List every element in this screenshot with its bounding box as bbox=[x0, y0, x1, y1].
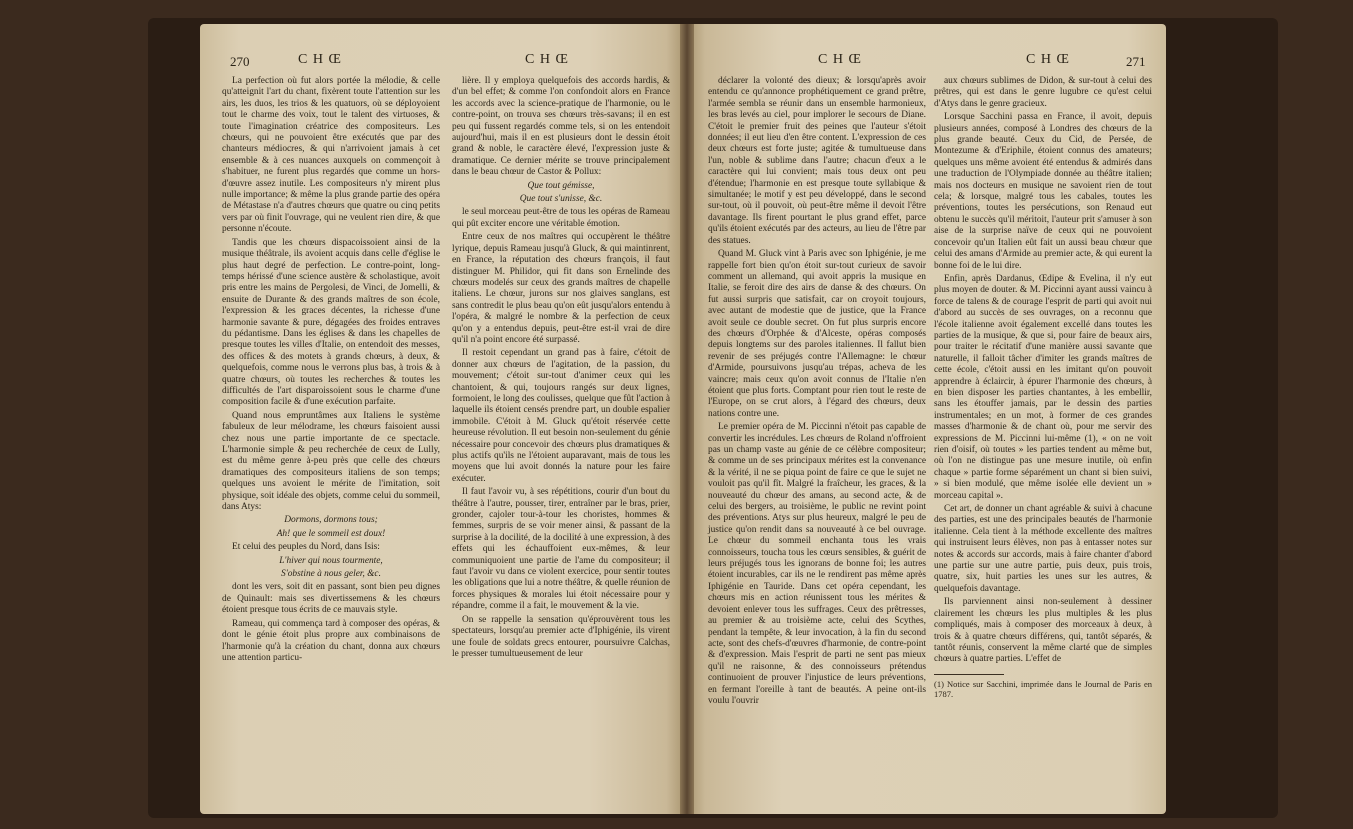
paragraph: Le premier opéra de M. Piccinni n'étoit pas capable de convertir les incrédules. Les chœurs de Roland n'offroient pas un champ vaste au génie de ce célèbre compositeur; & comme un de ses principaux mérites est la convenance & la vérité, il ne se piqua point de faire ce que le sujet ne vouloit pas qu'il fît. Malgré la fraîcheur, les graces, & la nouveauté du chœur des amans, au second acte, & de celui des bergers, au troisième, le public ne revint point des préventions. Atys sur plus heureux, malgré le peu de justice qu'on rendit dans sa nouveauté à ce bel ouvrage. Le chœur du sommeil enchanta tous les vrais connoisseurs, toucha tous les cœurs sensibles, & guérit de leurs préjugés tous les ignorans de bonne foi; les autres étoient incurables, car ils ne le rendirent pas même après Iphigénie en Tauride. Dans cet opéra cependant, les chœurs mis en action réunissent tous les mérites & devoient enlever tous les suffrages. Ceux des prêtresses, au premier & au troisième acte, celui des Scythes, pendant la tempête, & leur invocation, à la fin du second acte, sont des chefs-d'œuvres d'harmonie, de contre-point & d'expression. Mais l'esprit de parti ne sent pas mieux qu'il ne raisonne, & des connoisseurs prétendus continuoient de prouver l'injustice de leurs préventions, en fermant l'oreille à tant de beautés. A peine ont-ils voulu l'ouvrir bbox=[708, 422, 926, 706]
paragraph: le seul morceau peut-être de tous les opéras de Rameau qui pût exciter encore une véritable émotion. bbox=[452, 207, 670, 229]
verse-line: Que tout gémisse, bbox=[527, 180, 595, 191]
left-running-head-b: C H Œ bbox=[525, 52, 569, 67]
paragraph: Il faut l'avoir vu, à ses répétitions, courir d'un bout du théâtre à l'autre, pousser, tirer, entraîner par le bras, prier, gronder, cajoler tour-à-tour les choristes, hommes & femmes, surpris de se voir mener ainsi, & passant de la surprise à la docilité, de la docilité à une expression, à des effets qui les échauffoient eux-mêmes, & leur communiquoient une partie de l'ame du compositeur; il faut l'avoir vu dans ce violent exercice, pour sentir toutes les obligations que lui a notre théâtre, & quelle réunion de forces physiques & morales lui étoit nécessaire pour y répandre, comme il a fait, le mouvement & la vie. bbox=[452, 487, 670, 612]
paragraph: Il restoit cependant un grand pas à faire, c'étoit de donner aux chœurs de l'agitation, de la passion, du mouvement; c'étoit sur-tout d'animer ceux qui les chantoient, & qui, toujours rangés sur deux lignes, formoient, le long des coulisses, quelque que fût l'action à laquelle ils étoient censés prendre part, un double espalier immobile. C'étoit à M. Gluck qu'étoit réservée cette heureuse révolution. Il eut besoin non-seulement du génie nécessaire pour concevoir des chœurs plus dramatiques & plus actifs qu'ils ne l'étoient auparavant, mais de tous les moyens que lui avoit donnés la nature pour les faire exécuter. bbox=[452, 348, 670, 484]
paragraph: Rameau, qui commença tard à composer des opéras, & dont le génie étoit plus propre aux combinaisons de l'harmonie qu'à la création du chant, donna aux chœurs une attention particu- bbox=[222, 618, 440, 663]
paragraph: Et celui des peuples du Nord, dans Isis: bbox=[232, 542, 380, 553]
right-running-head-a: C H Œ bbox=[818, 52, 862, 67]
paragraph: déclarer la volonté des dieux; & lorsqu'après avoir entendu ce qu'annonce prophétiquement ce grand prêtre, l'armée sembla se réunir dans un ensemble harmonieux, les bras levés au ciel, pour implorer le secours de Diane. C'étoit le premier fruit des peines que l'auteur s'étoit données; il eut lieu d'en être content. L'expression de ces deux chœurs est forte juste; agitée & tumultueuse dans l'un, noble & sublime dans l'autre; chacun d'eux a le caractère qui lui convient; mais tous deux ont peu d'étendue; l'harmonie en est presque toute syllabique & simultanée; le motif y est peu développé, dans le second sur-tout, où il pouvoit, où peut-être même il devoit l'être davantage. Ils firent pourtant le plus grand effet, parce qu'ils étoient exécutés par des acteurs, au lieu de l'être par des statues. bbox=[708, 76, 926, 246]
paragraph: dont les vers, soit dit en passant, sont bien peu dignes de Quinault: mais ses divertissemens & les chœurs étoient presque tous écrits de ce mauvais style. bbox=[222, 582, 440, 616]
left-column-1 bbox=[222, 76, 440, 666]
paragraph: lière. Il y employa quelquefois des accords hardis, & d'un bel effet; & comme l'on confondoit alors en France les accords avec la science-pratique de l'harmonie, ou le contre-point, on trouva ses chœurs très-savans; il en est peu qui fussent regardés comme tels, si on les entendoit aujourd'hui, mais il en est plusieurs dont le dessin étoit grand & noble, le caractère élevé, l'expression juste & dramatique. Ce dernier mérite se trouve principalement dans le beau chœur de Castor & Pollux: bbox=[452, 76, 670, 178]
verse-line: Dormons, dormons tous; bbox=[284, 515, 378, 526]
left-column-2 bbox=[452, 76, 670, 662]
paragraph: Cet art, de donner un chant agréable & suivi à chacune des parties, est une des principales beautés de l'harmonie italienne. Cela tient à la méthode excellente des maîtres qui instruisent leurs élèves, non pas à entasser notes sur notes & accords sur accords, mais à faire chanter d'abord une partie sur une autre partie, puis deux, puis trois, quatre, six, huit parties les unes sur les autres, & quelquefois davantage. bbox=[934, 504, 1152, 594]
paragraph: Quand M. Gluck vint à Paris avec son Iphigénie, je me rappelle fort bien qu'on étoit sur-tout curieux de savoir comment un allemand, qui avoit appris la musique en Italie, se feroit dire des airs de danse & des chœurs. On fut aussi surpris que satisfait, car on croyoit toujours, avec autant de modestie que de justice, que la France avoit seule ce double secret. On fut plus surpris encore des chœurs d'Orphée & d'Alceste, opéras composés depuis longtems sur des paroles italiennes. Il fallut bien revenir de ses préjugés contre l'Allemagne: le chœur d'Armide, poursuivons jusqu'au trépas, acheva de les vaincre; mais ceux qu'on avoit connus de l'Italie n'en étoient que plus forts. Comptant pour rien tout le reste de l'Europe, on se crut alors, à l'égard des chœurs, deux nations contre une. bbox=[708, 249, 926, 419]
left-page bbox=[200, 24, 686, 814]
paragraph: La perfection où fut alors portée la mélodie, & celle qu'atteignit l'art du chant, fixèrent toute l'attention sur les airs, les duos, les trios & les quatuors, où se déployoient tout le charme des voix, tout le talent des virtuoses, & toute l'imagination créatrice des compositeurs. Les chœurs, qui ne pouvoient être exécutés que par des chanteurs médiocres, & qui n'arrivoient jamais à cet ensemble & à ces nuances auxquels on commençoit à s'habituer, ne furent plus regardés que comme un hors-d'œuvre assez inutile. Les compositeurs n'y mirent plus nulle importance; & même la plus grande partie des opéra de Métastase n'a d'autres chœurs que quatre ou cinq petits vers par où finit l'ouvrage, qui ne veulent rien dire, & que personne n'écoute. bbox=[222, 76, 440, 235]
paragraph: On se rappelle la sensation qu'éprouvèrent tous les spectateurs, lorsqu'au premier acte d'Iphigénie, ils virent une foule de soldats grecs entourer, poursuivre Calchas, le presser tumultueusement de leur bbox=[452, 614, 670, 659]
right-page-number: 271 bbox=[1126, 54, 1146, 69]
paragraph: Enfin, après Dardanus, Œdipe & Evelina, il n'y eut plus moyen de douter. & M. Piccinni ayant aussi vaincu à force de talens & de courage l'esprit de parti qui avoit nui d'abord au succès de ses ouvrages, on a reconnu que l'école italienne avoit également excellé dans toutes les parties de la musique, & que si, pour faire de beaux airs, pour traiter le récitatif d'une manière aussi savante que naturelle, il falloit tâcher d'imiter les grands maîtres de cette école, c'étoit aussi en les imitant qu'on pouvoit apprendre à éclaircir, à épurer l'harmonie des chœurs, à en bien disposer les parties chantantes, à les embellir, sans les étouffer jamais, par le dessin des parties instrumentales; en un mot, à former de ces grandes masses d'harmonie & de chant où, pour me servir des expressions de M. Piccinni lui-même (1), « on ne voit rien d'oisif, où toutes » les parties tendent au même but, où l'on ne distingue pas une mesure inutile, où enfin chaque » partie forme séparément un chant si bien suivi, » si bien modulé, que même isolée elle devient un » morceau capital ». bbox=[934, 273, 1152, 501]
footnote: (1) Notice sur Sacchini, imprimée dans le Journal de Paris en 1787. bbox=[934, 678, 1152, 699]
paragraph: Quand nous empruntâmes aux Italiens le système fabuleux de leur mélodrame, les chœurs faisoient aussi chez nous une partie importante de ce spectacle. L'harmonie simple & peu recherchée de ceux de Lully, est du même genre à-peu près que celle des chœurs dramatiques des compositeurs italiens de son temps; quelques uns avoient le mérite de l'imitation, soit physique, soit idéale des objets, comme celui du sommeil, dans Atys: bbox=[222, 410, 440, 513]
verse-line: Que tout s'unisse, &c. bbox=[519, 194, 603, 205]
right-page bbox=[686, 24, 1166, 814]
paragraph: Entre ceux de nos maîtres qui occupèrent le théâtre lyrique, depuis Rameau jusqu'à Gluck, & qui maintinrent, en France, la réputation des chœurs françois, il faut distinguer M. Philidor, qui fit dans son Ernelinde des chœurs modelés sur ceux des grands maîtres de chapelle italiens. Le chœur, jurons sur nos glaives sanglans, est sans contredit le plus beau qu'on eût jusqu'alors entendu à l'opéra, & malgré le nombre & la perfection de ceux qu'on y a entendus depuis, peut-être est-il vrai de dire qu'il n'a point encore été surpassé. bbox=[452, 232, 670, 345]
paragraph: Ils parviennent ainsi non-seulement à dessiner clairement les chœurs les plus multiples & les plus compliqués, mais à composer des morceaux à deux, à trois & à quatre chœurs différens, qui, tantôt séparés, & tantôt réunis, conservent la même clarté que de simples chœurs à quatre parties. L'effet de bbox=[934, 597, 1152, 665]
left-page-number: 270 bbox=[230, 54, 250, 69]
right-column-1 bbox=[708, 76, 926, 709]
paragraph: aux chœurs sublimes de Didon, & sur-tout à celui des prêtres, qui est dans le genre lugubre ce qu'est celui d'Atys dans le genre gracieux. bbox=[934, 76, 1152, 109]
book-gutter bbox=[680, 24, 694, 814]
verse-line: S'obstine à nous geler, &c. bbox=[281, 569, 381, 580]
verse-line: L'hiver qui nous tourmente, bbox=[279, 555, 383, 566]
footnote-rule bbox=[934, 674, 1004, 675]
paragraph: Tandis que les chœurs dispacoissoient ainsi de la musique théâtrale, ils avoient acquis dans celle d'église le plus haut degré de perfection. Le contre-point, long-temps hérissé d'une science austère & scholastique, avoit pris entre les mains de Pergolesi, de Vinci, de Jomelli, & ensuite de Durante & des grands maîtres de son école, l'expression & les graces décentes, la richesse d'une harmonie savante & pure, dégagées des froides entraves du pédantisme. Dans les églises & dans les chapelles de presque toutes les villes d'Italie, on entendoit des messes, des offices & des motets à grands chœurs, à deux, & quelquefois, comme nous le verrons plus bas, à trois & à quatre chœurs, où toutes les recherches & toutes les difficultés de l'art disparoissoient sous le charme d'une composition facile & d'une exécution parfaite. bbox=[222, 237, 440, 408]
verse-line: Ah! que le sommeil est doux! bbox=[276, 528, 386, 539]
paragraph: Lorsque Sacchini passa en France, il avoit, depuis plusieurs années, composé à Londres des chœurs de la plus grande beauté. Ceux du Cid, de Persée, de Montezume & d'Eriphile, étoient connus des amateurs; quelques uns même avoient été entendus & admirés dans une traduction de l'Olympiade donnée au théâtre italien; mais nos docteurs en musique ne savoient rien de tout cela; & lorsque, malgré tous les cabales, toutes les préventions, toutes les persécutions, son Renaud eut obtenu le succès qu'il méritoit, l'auteur prit s'amuser à son aise de la surprise naïve de ceux qui ne pouvoient concevoir qu'un Italien eût fait un aussi beau chœur que celui des amans d'Armide au premier acte, & qui eurent la bonne foi de le lui dire. bbox=[934, 112, 1153, 271]
right-column-2 bbox=[934, 76, 1152, 701]
left-running-head-a: C H Œ bbox=[298, 52, 342, 67]
right-running-head-b: C H Œ bbox=[1026, 52, 1070, 67]
